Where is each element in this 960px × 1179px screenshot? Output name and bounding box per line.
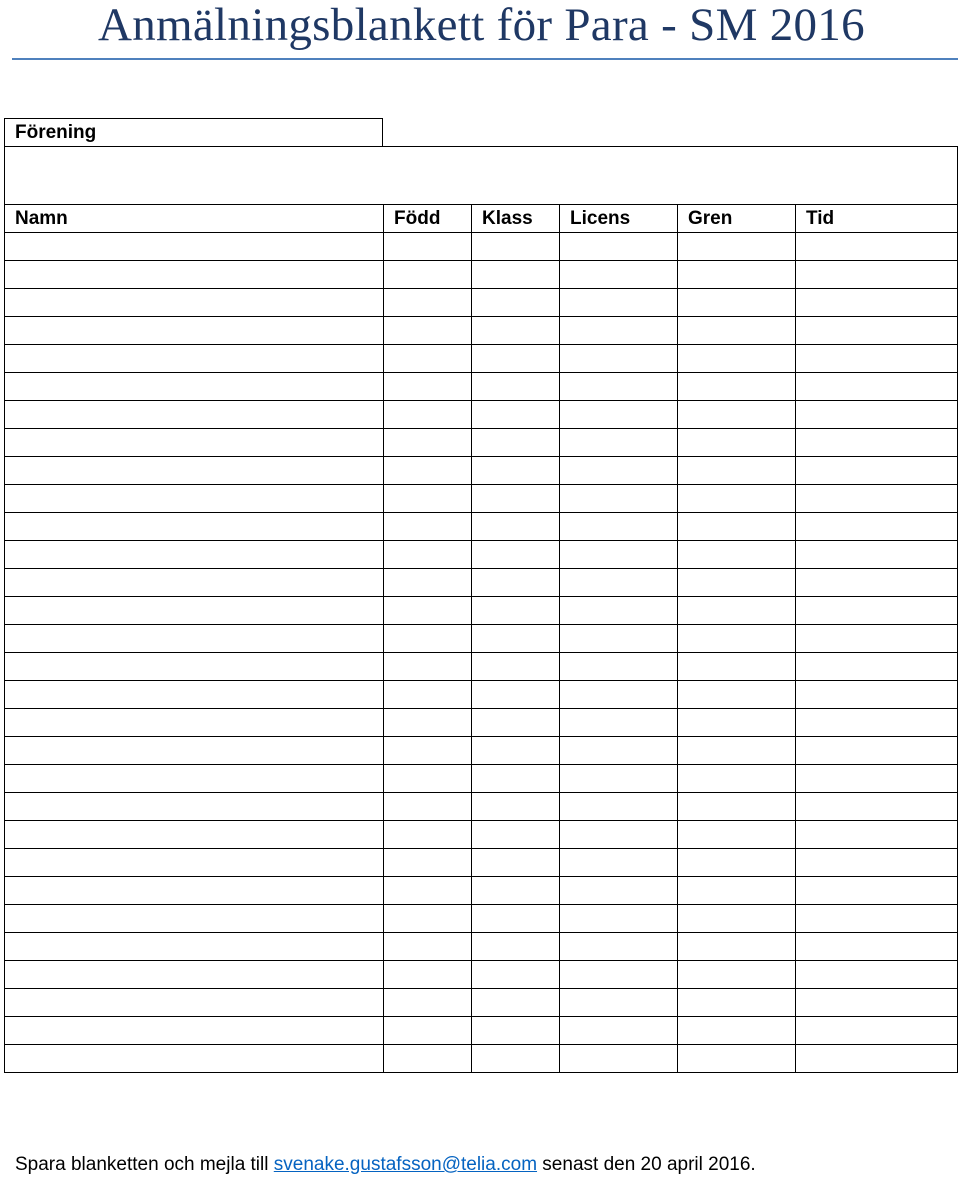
- cell-gren[interactable]: [678, 933, 796, 961]
- cell-fodd[interactable]: [384, 345, 472, 373]
- cell-gren[interactable]: [678, 233, 796, 261]
- table-row: [5, 933, 958, 961]
- cell-klass[interactable]: [472, 905, 560, 933]
- cell-klass[interactable]: [472, 345, 560, 373]
- table-row: [5, 1017, 958, 1045]
- cell-licens[interactable]: [560, 681, 678, 709]
- cell-licens[interactable]: [560, 765, 678, 793]
- cell-gren[interactable]: [678, 849, 796, 877]
- cell-fodd[interactable]: [384, 709, 472, 737]
- cell-klass[interactable]: [472, 1045, 560, 1073]
- cell-fodd[interactable]: [384, 289, 472, 317]
- cell-klass[interactable]: [472, 429, 560, 457]
- cell-tid[interactable]: [796, 765, 958, 793]
- cell-licens[interactable]: [560, 597, 678, 625]
- cell-tid[interactable]: [796, 317, 958, 345]
- cell-gren[interactable]: [678, 653, 796, 681]
- cell-klass[interactable]: [472, 625, 560, 653]
- cell-gren[interactable]: [678, 1045, 796, 1073]
- cell-licens[interactable]: [560, 429, 678, 457]
- cell-fodd[interactable]: [384, 457, 472, 485]
- cell-klass[interactable]: [472, 709, 560, 737]
- cell-fodd[interactable]: [384, 765, 472, 793]
- cell-gren[interactable]: [678, 821, 796, 849]
- cell-licens[interactable]: [560, 961, 678, 989]
- cell-tid[interactable]: [796, 1045, 958, 1073]
- cell-namn[interactable]: [5, 765, 384, 793]
- cell-tid[interactable]: [796, 373, 958, 401]
- cell-fodd[interactable]: [384, 373, 472, 401]
- cell-gren[interactable]: [678, 513, 796, 541]
- club-value-row: [5, 147, 958, 205]
- cell-licens[interactable]: [560, 261, 678, 289]
- cell-licens[interactable]: [560, 625, 678, 653]
- cell-klass[interactable]: [472, 513, 560, 541]
- table-row: [5, 401, 958, 429]
- cell-licens[interactable]: [560, 1017, 678, 1045]
- table-row: [5, 653, 958, 681]
- cell-fodd[interactable]: [384, 429, 472, 457]
- cell-namn[interactable]: [5, 877, 384, 905]
- cell-licens[interactable]: [560, 933, 678, 961]
- cell-klass[interactable]: [472, 289, 560, 317]
- club-value-field[interactable]: [5, 147, 958, 205]
- table-row: [5, 261, 958, 289]
- footer-text-before: Spara blanketten och mejla till: [15, 1154, 274, 1175]
- cell-fodd[interactable]: [384, 317, 472, 345]
- footer-instructions: [15, 1153, 756, 1177]
- cell-gren[interactable]: [678, 485, 796, 513]
- cell-fodd[interactable]: [384, 793, 472, 821]
- cell-klass[interactable]: [472, 793, 560, 821]
- cell-namn[interactable]: [5, 933, 384, 961]
- cell-tid[interactable]: [796, 821, 958, 849]
- table-row: [5, 513, 958, 541]
- cell-tid[interactable]: [796, 989, 958, 1017]
- cell-tid[interactable]: [796, 737, 958, 765]
- cell-gren[interactable]: [678, 1017, 796, 1045]
- cell-fodd[interactable]: [384, 513, 472, 541]
- table-row: [5, 373, 958, 401]
- cell-fodd[interactable]: [384, 877, 472, 905]
- cell-tid[interactable]: [796, 933, 958, 961]
- cell-licens[interactable]: [560, 317, 678, 345]
- table-row: [5, 737, 958, 765]
- cell-namn[interactable]: [5, 989, 384, 1017]
- cell-namn[interactable]: [5, 849, 384, 877]
- header-klass: Klass: [472, 205, 560, 233]
- table-row: [5, 709, 958, 737]
- cell-klass[interactable]: [472, 653, 560, 681]
- cell-namn[interactable]: [5, 961, 384, 989]
- table-row: [5, 681, 958, 709]
- cell-tid[interactable]: [796, 345, 958, 373]
- cell-namn[interactable]: [5, 261, 384, 289]
- table-row: [5, 989, 958, 1017]
- cell-namn[interactable]: [5, 569, 384, 597]
- club-label-cell: [4, 118, 383, 146]
- cell-gren[interactable]: [678, 625, 796, 653]
- cell-licens[interactable]: [560, 569, 678, 597]
- table-row: [5, 233, 958, 261]
- cell-klass[interactable]: [472, 569, 560, 597]
- footer-text-after: senast den 20 april 2016.: [537, 1154, 756, 1175]
- cell-tid[interactable]: [796, 569, 958, 597]
- cell-klass[interactable]: [472, 933, 560, 961]
- cell-namn[interactable]: [5, 653, 384, 681]
- cell-gren[interactable]: [678, 373, 796, 401]
- cell-namn[interactable]: [5, 625, 384, 653]
- cell-tid[interactable]: [796, 653, 958, 681]
- cell-fodd[interactable]: [384, 933, 472, 961]
- cell-licens[interactable]: [560, 1045, 678, 1073]
- cell-licens[interactable]: [560, 989, 678, 1017]
- cell-namn[interactable]: [5, 345, 384, 373]
- table-row: [5, 625, 958, 653]
- cell-tid[interactable]: [796, 289, 958, 317]
- cell-tid[interactable]: [796, 849, 958, 877]
- cell-gren[interactable]: [678, 401, 796, 429]
- cell-tid[interactable]: [796, 1017, 958, 1045]
- cell-fodd[interactable]: [384, 625, 472, 653]
- cell-klass[interactable]: [472, 961, 560, 989]
- cell-fodd[interactable]: [384, 821, 472, 849]
- cell-namn[interactable]: [5, 289, 384, 317]
- cell-licens[interactable]: [560, 653, 678, 681]
- cell-licens[interactable]: [560, 821, 678, 849]
- cell-namn[interactable]: [5, 737, 384, 765]
- cell-namn[interactable]: [5, 233, 384, 261]
- cell-namn[interactable]: [5, 681, 384, 709]
- cell-licens[interactable]: [560, 457, 678, 485]
- cell-fodd[interactable]: [384, 401, 472, 429]
- cell-gren[interactable]: [678, 457, 796, 485]
- table-row: [5, 345, 958, 373]
- table-row: [5, 317, 958, 345]
- cell-gren[interactable]: [678, 681, 796, 709]
- title-underline: [12, 58, 958, 60]
- cell-gren[interactable]: [678, 961, 796, 989]
- cell-tid[interactable]: [796, 513, 958, 541]
- table-row: [5, 1045, 958, 1073]
- table-row: [5, 877, 958, 905]
- cell-gren[interactable]: [678, 289, 796, 317]
- cell-licens[interactable]: [560, 233, 678, 261]
- cell-klass[interactable]: [472, 849, 560, 877]
- cell-fodd[interactable]: [384, 681, 472, 709]
- cell-namn[interactable]: [5, 485, 384, 513]
- cell-licens[interactable]: [560, 737, 678, 765]
- cell-klass[interactable]: [472, 765, 560, 793]
- cell-fodd[interactable]: [384, 261, 472, 289]
- cell-tid[interactable]: [796, 429, 958, 457]
- page-title: Anmälningsblankett för Para - SM 2016: [98, 0, 865, 51]
- cell-fodd[interactable]: [384, 1017, 472, 1045]
- cell-gren[interactable]: [678, 569, 796, 597]
- cell-licens[interactable]: [560, 345, 678, 373]
- cell-tid[interactable]: [796, 597, 958, 625]
- cell-gren[interactable]: [678, 541, 796, 569]
- cell-fodd[interactable]: [384, 569, 472, 597]
- cell-namn[interactable]: [5, 821, 384, 849]
- cell-licens[interactable]: [560, 373, 678, 401]
- cell-tid[interactable]: [796, 261, 958, 289]
- cell-tid[interactable]: [796, 541, 958, 569]
- cell-fodd[interactable]: [384, 961, 472, 989]
- cell-fodd[interactable]: [384, 233, 472, 261]
- cell-gren[interactable]: [678, 597, 796, 625]
- cell-namn[interactable]: [5, 429, 384, 457]
- cell-tid[interactable]: [796, 401, 958, 429]
- table-row: [5, 541, 958, 569]
- cell-licens[interactable]: [560, 289, 678, 317]
- cell-gren[interactable]: [678, 793, 796, 821]
- cell-licens[interactable]: [560, 849, 678, 877]
- table-row: [5, 821, 958, 849]
- cell-gren[interactable]: [678, 905, 796, 933]
- cell-gren[interactable]: [678, 765, 796, 793]
- cell-klass[interactable]: [472, 1017, 560, 1045]
- table-row: [5, 457, 958, 485]
- cell-fodd[interactable]: [384, 541, 472, 569]
- cell-klass[interactable]: [472, 681, 560, 709]
- cell-tid[interactable]: [796, 961, 958, 989]
- cell-tid[interactable]: [796, 905, 958, 933]
- cell-namn[interactable]: [5, 513, 384, 541]
- cell-klass[interactable]: [472, 233, 560, 261]
- cell-tid[interactable]: [796, 877, 958, 905]
- cell-klass[interactable]: [472, 877, 560, 905]
- cell-fodd[interactable]: [384, 989, 472, 1017]
- table-row: [5, 849, 958, 877]
- cell-namn[interactable]: [5, 457, 384, 485]
- table-row: [5, 597, 958, 625]
- cell-tid[interactable]: [796, 233, 958, 261]
- cell-gren[interactable]: [678, 429, 796, 457]
- cell-klass[interactable]: [472, 597, 560, 625]
- cell-klass[interactable]: [472, 989, 560, 1017]
- cell-tid[interactable]: [796, 625, 958, 653]
- cell-namn[interactable]: [5, 709, 384, 737]
- cell-gren[interactable]: [678, 877, 796, 905]
- cell-licens[interactable]: [560, 793, 678, 821]
- email-link[interactable]: svenake.gustafsson@telia.com: [273, 1154, 538, 1175]
- cell-tid[interactable]: [796, 457, 958, 485]
- cell-tid[interactable]: [796, 793, 958, 821]
- cell-klass[interactable]: [472, 401, 560, 429]
- header-gren: Gren: [678, 205, 796, 233]
- cell-namn[interactable]: [5, 373, 384, 401]
- cell-licens[interactable]: [560, 485, 678, 513]
- club-label: Förening: [15, 122, 97, 143]
- table-row: [5, 961, 958, 989]
- cell-namn[interactable]: [5, 597, 384, 625]
- cell-fodd[interactable]: [384, 905, 472, 933]
- cell-fodd[interactable]: [384, 849, 472, 877]
- cell-klass[interactable]: [472, 373, 560, 401]
- cell-fodd[interactable]: [384, 737, 472, 765]
- cell-namn[interactable]: [5, 793, 384, 821]
- cell-licens[interactable]: [560, 905, 678, 933]
- cell-klass[interactable]: [472, 737, 560, 765]
- cell-namn[interactable]: [5, 401, 384, 429]
- registration-table: [4, 146, 958, 1073]
- cell-klass[interactable]: [472, 821, 560, 849]
- cell-licens[interactable]: [560, 541, 678, 569]
- cell-licens[interactable]: [560, 513, 678, 541]
- cell-fodd[interactable]: [384, 597, 472, 625]
- header-fodd: Född: [384, 205, 472, 233]
- cell-fodd[interactable]: [384, 653, 472, 681]
- cell-licens[interactable]: [560, 401, 678, 429]
- cell-gren[interactable]: [678, 317, 796, 345]
- header-licens: Licens: [560, 205, 678, 233]
- cell-gren[interactable]: [678, 989, 796, 1017]
- cell-namn[interactable]: [5, 317, 384, 345]
- table-row: [5, 793, 958, 821]
- cell-namn[interactable]: [5, 1017, 384, 1045]
- table-row: [5, 429, 958, 457]
- cell-namn[interactable]: [5, 541, 384, 569]
- table-row: [5, 289, 958, 317]
- cell-fodd[interactable]: [384, 1045, 472, 1073]
- cell-licens[interactable]: [560, 709, 678, 737]
- cell-klass[interactable]: [472, 541, 560, 569]
- cell-fodd[interactable]: [384, 485, 472, 513]
- table-row: [5, 485, 958, 513]
- cell-klass[interactable]: [472, 457, 560, 485]
- cell-licens[interactable]: [560, 877, 678, 905]
- cell-gren[interactable]: [678, 709, 796, 737]
- cell-tid[interactable]: [796, 485, 958, 513]
- header-tid: Tid: [796, 205, 958, 233]
- cell-namn[interactable]: [5, 905, 384, 933]
- table-row: [5, 765, 958, 793]
- cell-klass[interactable]: [472, 261, 560, 289]
- cell-tid[interactable]: [796, 681, 958, 709]
- cell-gren[interactable]: [678, 345, 796, 373]
- table-row: [5, 569, 958, 597]
- table-row: [5, 905, 958, 933]
- cell-tid[interactable]: [796, 709, 958, 737]
- cell-namn[interactable]: [5, 1045, 384, 1073]
- cell-klass[interactable]: [472, 485, 560, 513]
- table-header-row: [5, 205, 958, 233]
- cell-klass[interactable]: [472, 317, 560, 345]
- cell-gren[interactable]: [678, 737, 796, 765]
- cell-gren[interactable]: [678, 261, 796, 289]
- header-namn: Namn: [5, 205, 384, 233]
